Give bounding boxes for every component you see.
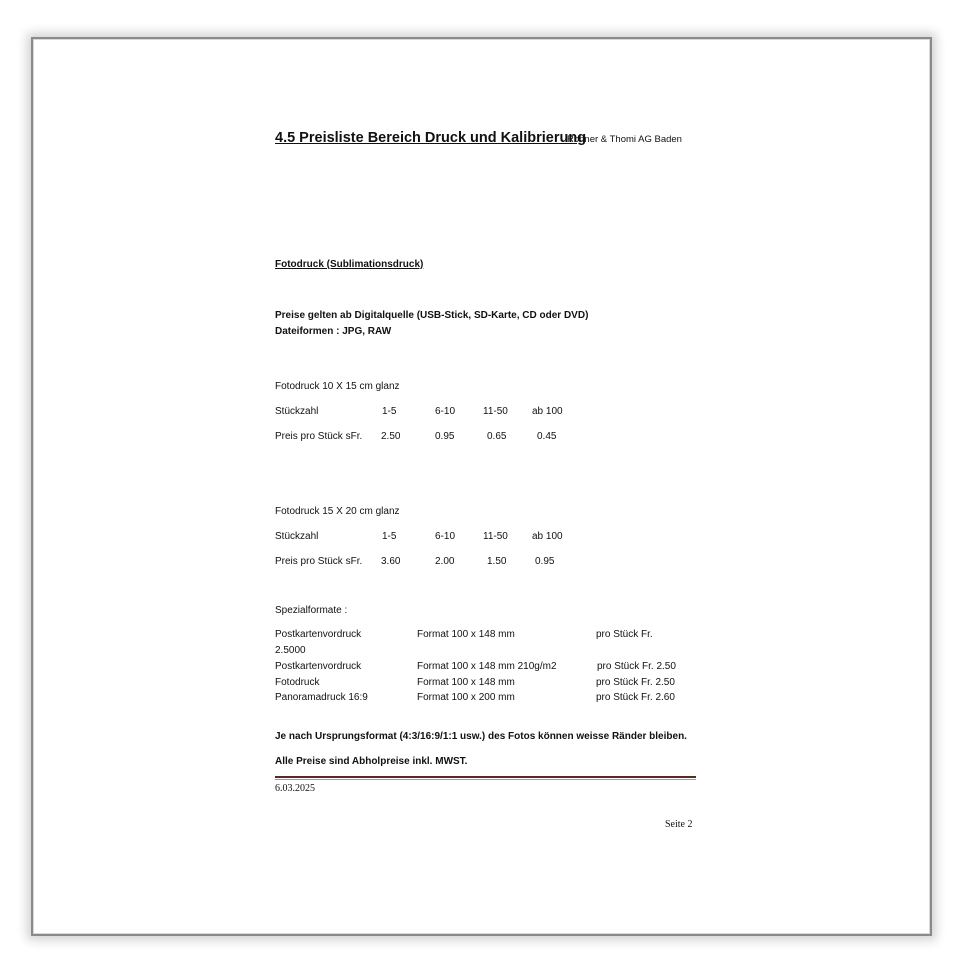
special-name: Fotodruck bbox=[275, 677, 320, 688]
table1-qty-cell: 1-5 bbox=[382, 406, 397, 417]
intro-line-formats: Dateiformen : JPG, RAW bbox=[275, 326, 392, 337]
table2-price-cell: 2.00 bbox=[435, 556, 455, 567]
company-name: Rohner & Thomi AG Baden bbox=[567, 134, 682, 145]
footer-rule bbox=[275, 776, 696, 778]
table2-heading: Fotodruck 15 X 20 cm glanz bbox=[275, 506, 400, 517]
special-format: Format 100 x 148 mm bbox=[417, 677, 515, 688]
table2-price-label: Preis pro Stück sFr. bbox=[275, 556, 363, 567]
table2-qty-label: Stückzahl bbox=[275, 531, 319, 542]
special-price-wrap: 2.5000 bbox=[275, 645, 306, 656]
footer-date: 6.03.2025 bbox=[275, 783, 315, 794]
special-price: pro Stück Fr. 2.50 bbox=[596, 677, 675, 688]
special-name: Postkartenvordruck bbox=[275, 629, 362, 640]
table1-price-cell: 0.65 bbox=[487, 431, 507, 442]
table1-qty-cell: ab 100 bbox=[532, 406, 563, 417]
table2-qty-cell: 11-50 bbox=[483, 531, 508, 542]
table1-price-cell: 0.45 bbox=[537, 431, 557, 442]
note-borders: Je nach Ursprungsformat (4:3/16:9/1:1 usw.) des Fotos können weisse Ränder bleiben. bbox=[275, 731, 687, 742]
special-format: Format 100 x 148 mm bbox=[417, 629, 515, 640]
document-page bbox=[31, 37, 932, 936]
note-prices: Alle Preise sind Abholpreise inkl. MWST. bbox=[275, 756, 468, 767]
table2-price-cell: 1.50 bbox=[487, 556, 507, 567]
page-title: 4.5 Preisliste Bereich Druck und Kalibrierung bbox=[275, 130, 587, 146]
table1-heading: Fotodruck 10 X 15 cm glanz bbox=[275, 381, 400, 392]
table1-qty-cell: 6-10 bbox=[435, 406, 456, 417]
table1-qty-cell: 11-50 bbox=[483, 406, 508, 417]
special-price: pro Stück Fr. 2.60 bbox=[596, 692, 675, 703]
special-price: pro Stück Fr. bbox=[596, 629, 653, 640]
special-format: Format 100 x 148 mm 210g/m2 bbox=[417, 661, 557, 672]
special-format: Format 100 x 200 mm bbox=[417, 692, 515, 703]
page-number: Seite 2 bbox=[665, 819, 693, 830]
table1-qty-label: Stückzahl bbox=[275, 406, 319, 417]
footer-rule-shadow bbox=[275, 779, 696, 780]
special-name: Postkartenvordruck bbox=[275, 661, 362, 672]
special-heading: Spezialformate : bbox=[275, 605, 348, 616]
table2-price-cell: 0.95 bbox=[535, 556, 555, 567]
table2-price-cell: 3.60 bbox=[381, 556, 401, 567]
intro-line-source: Preise gelten ab Digitalquelle (USB-Stick, SD-Karte, CD oder DVD) bbox=[275, 310, 589, 321]
table1-price-cell: 0.95 bbox=[435, 431, 455, 442]
table2-qty-cell: 6-10 bbox=[435, 531, 456, 542]
special-name: Panoramadruck 16:9 bbox=[275, 692, 368, 703]
table2-qty-cell: ab 100 bbox=[532, 531, 563, 542]
special-price: pro Stück Fr. 2.50 bbox=[597, 661, 676, 672]
section-title: Fotodruck (Sublimationsdruck) bbox=[275, 259, 424, 270]
table2-qty-cell: 1-5 bbox=[382, 531, 397, 542]
table1-price-cell: 2.50 bbox=[381, 431, 401, 442]
table1-price-label: Preis pro Stück sFr. bbox=[275, 431, 363, 442]
